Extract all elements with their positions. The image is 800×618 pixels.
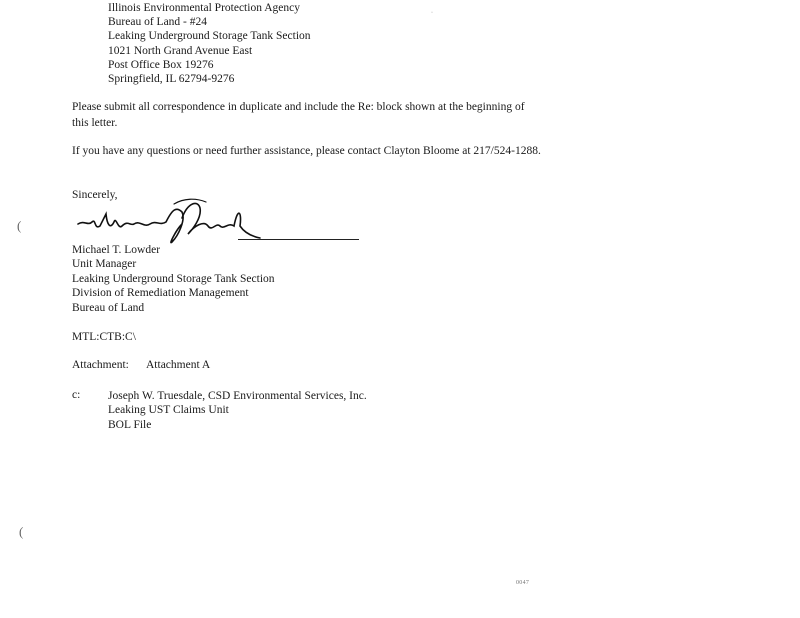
margin-mark: ( bbox=[19, 524, 24, 539]
reference-initials: MTL:CTB:C\ bbox=[72, 331, 136, 343]
speck-mark: · bbox=[431, 10, 433, 16]
cc-recipient: Leaking UST Claims Unit bbox=[108, 404, 229, 417]
cc-label: c: bbox=[72, 389, 81, 401]
signatory-block bbox=[72, 243, 275, 315]
cc-recipient: BOL File bbox=[108, 418, 152, 431]
contact-paragraph: If you have any questions or need further assistance, please contact Clayton Bloome at 217/524-1288. bbox=[72, 145, 541, 157]
address-line: 1021 North Grand Avenue East bbox=[108, 45, 253, 57]
signature-line bbox=[238, 239, 359, 240]
attachment-value: Attachment A bbox=[146, 359, 211, 371]
correspondence-paragraph: Please submit all correspondence in duplicate and include the Re: block shown at the beginning of this letter. bbox=[72, 101, 525, 129]
handwritten-signature bbox=[74, 196, 264, 248]
margin-mark: ( bbox=[17, 218, 22, 233]
signatory-bureau: Bureau of Land bbox=[72, 301, 145, 314]
address-line: Bureau of Land - #24 bbox=[108, 16, 207, 28]
signatory-title: Unit Manager bbox=[72, 258, 137, 271]
signatory-division: Division of Remediation Management bbox=[72, 287, 249, 300]
signatory-name: Michael T. Lowder bbox=[72, 244, 161, 256]
footer-mark: 0047 bbox=[516, 580, 530, 586]
address-line: Post Office Box 19276 bbox=[108, 59, 214, 71]
cc-recipient: Joseph W. Truesdale, CSD Environmental Services, Inc. bbox=[108, 390, 367, 402]
address-line: Springfield, IL 62794-9276 bbox=[108, 73, 235, 85]
cc-list bbox=[108, 389, 367, 432]
address-line: Leaking Underground Storage Tank Section bbox=[108, 30, 311, 42]
attachment-label: Attachment: bbox=[72, 359, 129, 371]
signatory-section: Leaking Underground Storage Tank Section bbox=[72, 272, 275, 285]
address-line: Illinois Environmental Protection Agency bbox=[108, 2, 300, 14]
closing: Sincerely, bbox=[72, 189, 118, 201]
